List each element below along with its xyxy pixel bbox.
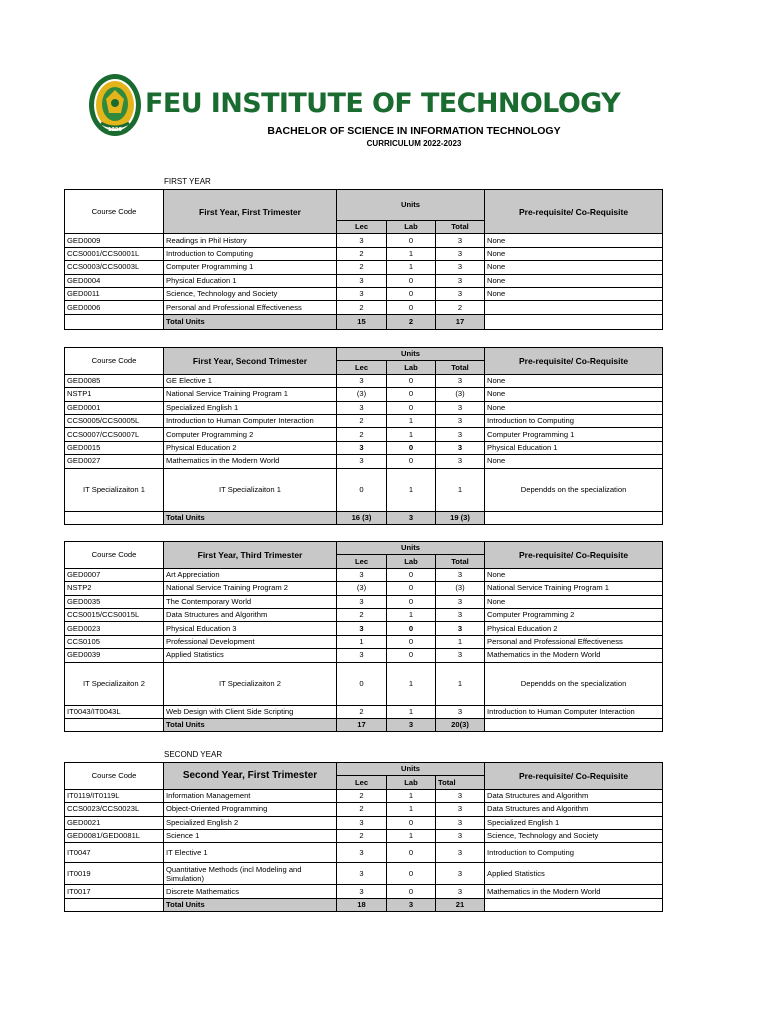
total-row <box>65 898 663 911</box>
course-code: IT0019 <box>65 863 164 885</box>
lec-units: 3 <box>337 274 387 287</box>
lec-units: (3) <box>337 582 387 595</box>
course-row <box>65 261 663 274</box>
course-title: Physical Education 1 <box>164 274 337 287</box>
course-row <box>65 401 663 414</box>
total-units: 3 <box>436 863 485 885</box>
prerequisite: None <box>485 234 663 247</box>
col-prereq: Pre-requisite/ Co-Requisite <box>485 348 663 375</box>
col-prereq: Pre-requisite/ Co-Requisite <box>485 542 663 569</box>
year-label-first: FIRST YEAR <box>164 177 211 186</box>
course-title: Information Management <box>164 789 337 802</box>
prerequisite: Mathematics in the Modern World <box>485 649 663 662</box>
prerequisite: None <box>485 595 663 608</box>
course-row <box>65 622 663 635</box>
lab-units: 0 <box>387 234 436 247</box>
course-row <box>65 568 663 581</box>
col-course-code: Course Code <box>65 542 164 569</box>
total-units: 20(3) <box>436 718 485 731</box>
course-row <box>65 455 663 468</box>
total-units: (3) <box>436 388 485 401</box>
course-row <box>65 595 663 608</box>
col-units: Units <box>337 763 485 776</box>
total-lec: 17 <box>337 718 387 731</box>
total-units: 1 <box>436 635 485 648</box>
lec-units: 2 <box>337 428 387 441</box>
course-title: Applied Statistics <box>164 649 337 662</box>
col-lec: Lec <box>337 361 387 374</box>
total-units: 3 <box>436 428 485 441</box>
institution-name: FEU INSTITUTE OF TECHNOLOGY <box>145 88 621 119</box>
prerequisite: Mathematics in the Modern World <box>485 885 663 898</box>
total-units: 3 <box>436 234 485 247</box>
col-course-code: Course Code <box>65 190 164 234</box>
lec-units: 3 <box>337 374 387 387</box>
lab-units: 0 <box>387 635 436 648</box>
course-title: The Contemporary World <box>164 595 337 608</box>
col-units: Units <box>337 190 485 221</box>
lab-units: 0 <box>387 863 436 885</box>
course-title: Quantitative Methods (incl Modeling and Simulation) <box>164 863 337 885</box>
total-lab: 3 <box>387 718 436 731</box>
lec-units: 2 <box>337 301 387 314</box>
lec-units: 3 <box>337 401 387 414</box>
course-row <box>65 885 663 898</box>
course-title: GE Elective 1 <box>164 374 337 387</box>
lab-units: 0 <box>387 649 436 662</box>
year-label-second: SECOND YEAR <box>164 750 223 759</box>
lab-units: 0 <box>387 401 436 414</box>
course-code: GED0006 <box>65 301 164 314</box>
total-units: 3 <box>436 455 485 468</box>
total-units: 3 <box>436 374 485 387</box>
course-row <box>65 301 663 314</box>
total-units: 3 <box>436 414 485 427</box>
lec-units: 3 <box>337 843 387 863</box>
col-total: Total <box>436 555 485 568</box>
document-header <box>0 0 768 160</box>
total-row <box>65 314 663 329</box>
total-units: 3 <box>436 247 485 260</box>
lec-units: 3 <box>337 287 387 300</box>
lab-units: 0 <box>387 595 436 608</box>
total-units: (3) <box>436 582 485 595</box>
total-lec: 15 <box>337 314 387 329</box>
course-row <box>65 234 663 247</box>
lab-units: 1 <box>387 247 436 260</box>
curriculum-table-y1-t1 <box>64 189 663 330</box>
col-prereq: Pre-requisite/ Co-Requisite <box>485 190 663 234</box>
semester-title: First Year, Third Trimester <box>164 542 337 569</box>
course-title: Specialized English 2 <box>164 816 337 829</box>
col-course-code: Course Code <box>65 348 164 375</box>
semester-title: First Year, First Trimester <box>164 190 337 234</box>
lec-units: 3 <box>337 441 387 454</box>
lab-units: 0 <box>387 274 436 287</box>
lec-units: 3 <box>337 622 387 635</box>
course-row <box>65 247 663 260</box>
prerequisite: Data Structures and Algorithm <box>485 789 663 802</box>
course-code: GED0039 <box>65 649 164 662</box>
prerequisite: Data Structures and Algorithm <box>485 803 663 816</box>
lab-units: 1 <box>387 608 436 621</box>
course-row <box>65 863 663 885</box>
prerequisite: Specialized English 1 <box>485 816 663 829</box>
total-units: 3 <box>436 803 485 816</box>
course-code: CCS0023/CCS0023L <box>65 803 164 816</box>
course-title: Personal and Professional Effectiveness <box>164 301 337 314</box>
lab-units: 0 <box>387 568 436 581</box>
total-units: 3 <box>436 649 485 662</box>
lec-units: 2 <box>337 247 387 260</box>
course-code: CCS0003/CCS0003L <box>65 261 164 274</box>
course-row <box>65 274 663 287</box>
course-code: CCS0015/CCS0015L <box>65 608 164 621</box>
col-lab: Lab <box>387 555 436 568</box>
lec-units: 2 <box>337 803 387 816</box>
course-row <box>65 843 663 863</box>
course-title: Introduction to Human Computer Interaction <box>164 414 337 427</box>
course-row <box>65 789 663 802</box>
col-total: Total <box>436 221 485 234</box>
course-row <box>65 608 663 621</box>
col-course-code: Course Code <box>65 763 164 790</box>
specialization-row: IT Specializaiton 2 IT Specializaiton 2 0 1 1 Dependds on the specialization <box>65 662 663 705</box>
col-units: Units <box>337 542 485 555</box>
prerequisite <box>485 301 663 314</box>
total-label: Total Units <box>164 718 337 731</box>
total-units: 19 (3) <box>436 511 485 524</box>
course-code: CCS0007/CCS0007L <box>65 428 164 441</box>
course-row <box>65 803 663 816</box>
course-row <box>65 428 663 441</box>
lab-units: 0 <box>387 843 436 863</box>
program-title: BACHELOR OF SCIENCE IN INFORMATION TECHNOLOGY <box>267 125 561 137</box>
total-units: 3 <box>436 789 485 802</box>
col-lec: Lec <box>337 555 387 568</box>
course-row <box>65 287 663 300</box>
course-code: NSTP2 <box>65 582 164 595</box>
semester-title: Second Year, First Trimester <box>164 763 337 790</box>
total-lab: 2 <box>387 314 436 329</box>
course-code: GED0011 <box>65 287 164 300</box>
lab-units: 0 <box>387 582 436 595</box>
total-units: 3 <box>436 816 485 829</box>
lab-units: 1 <box>387 428 436 441</box>
lab-units: 1 <box>387 829 436 842</box>
total-units: 3 <box>436 829 485 842</box>
total-units: 3 <box>436 261 485 274</box>
lab-units: 0 <box>387 455 436 468</box>
course-code: IT0047 <box>65 843 164 863</box>
prerequisite: None <box>485 274 663 287</box>
course-title: Computer Programming 2 <box>164 428 337 441</box>
prerequisite: None <box>485 261 663 274</box>
semester-title: First Year, Second Trimester <box>164 348 337 375</box>
col-lab: Lab <box>387 221 436 234</box>
course-code: GED0081/GED0081L <box>65 829 164 842</box>
course-title: Mathematics in the Modern World <box>164 455 337 468</box>
lab-units: 1 <box>387 789 436 802</box>
prerequisite: Computer Programming 2 <box>485 608 663 621</box>
lec-units: 2 <box>337 608 387 621</box>
course-title: Professional Development <box>164 635 337 648</box>
course-code: GED0021 <box>65 816 164 829</box>
course-code: NSTP1 <box>65 388 164 401</box>
lec-units: 3 <box>337 816 387 829</box>
prerequisite: None <box>485 287 663 300</box>
course-row <box>65 582 663 595</box>
course-title: Art Appreciation <box>164 568 337 581</box>
total-label: Total Units <box>164 511 337 524</box>
prerequisite: None <box>485 388 663 401</box>
lec-units: 3 <box>337 455 387 468</box>
prerequisite: None <box>485 568 663 581</box>
col-prereq: Pre-requisite/ Co-Requisite <box>485 763 663 790</box>
course-title: Science, Technology and Society <box>164 287 337 300</box>
course-title: IT Elective 1 <box>164 843 337 863</box>
course-code: GED0085 <box>65 374 164 387</box>
course-row: IT0043/IT0043L Web Design with Client Side Scripting 2 1 3 Introduction to Human Computer Interaction <box>65 705 663 718</box>
course-title: Object-Oriented Programming <box>164 803 337 816</box>
course-row <box>65 374 663 387</box>
course-title: Readings in Phil History <box>164 234 337 247</box>
lab-units: 1 <box>387 414 436 427</box>
lec-units: 2 <box>337 829 387 842</box>
lec-units: 2 <box>337 261 387 274</box>
lab-units: 1 <box>387 803 436 816</box>
course-code: CCS0001/CCS0001L <box>65 247 164 260</box>
course-row <box>65 635 663 648</box>
total-row <box>65 511 663 524</box>
lec-units: 2 <box>337 789 387 802</box>
prerequisite: Applied Statistics <box>485 863 663 885</box>
course-code: IT0017 <box>65 885 164 898</box>
course-title: Science 1 <box>164 829 337 842</box>
course-title: Physical Education 3 <box>164 622 337 635</box>
course-code: CCS0005/CCS0005L <box>65 414 164 427</box>
lab-units: 0 <box>387 374 436 387</box>
course-code: GED0027 <box>65 455 164 468</box>
course-code: GED0009 <box>65 234 164 247</box>
lec-units: 3 <box>337 885 387 898</box>
curriculum-table-y2-t1 <box>64 762 663 912</box>
total-units: 3 <box>436 441 485 454</box>
total-units: 3 <box>436 843 485 863</box>
course-code: GED0023 <box>65 622 164 635</box>
prerequisite: Computer Programming 1 <box>485 428 663 441</box>
total-lec: 18 <box>337 898 387 911</box>
prerequisite: None <box>485 401 663 414</box>
curriculum-year: CURRICULUM 2022-2023 <box>366 139 462 148</box>
prerequisite: Science, Technology and Society <box>485 829 663 842</box>
course-code: IT0119/IT0119L <box>65 789 164 802</box>
col-total: Total <box>436 776 485 789</box>
prerequisite: National Service Training Program 1 <box>485 582 663 595</box>
course-row <box>65 414 663 427</box>
course-title: Specialized English 1 <box>164 401 337 414</box>
course-row <box>65 829 663 842</box>
prerequisite: None <box>485 247 663 260</box>
course-row <box>65 649 663 662</box>
curriculum-table-y1-t2 <box>64 347 663 525</box>
lab-units: 0 <box>387 816 436 829</box>
course-title: Data Structures and Algorithm <box>164 608 337 621</box>
course-title: Computer Programming 1 <box>164 261 337 274</box>
specialization-row: IT Specializaiton 1 IT Specializaiton 1 0 1 1 Dependds on the specialization <box>65 468 663 511</box>
total-units: 3 <box>436 885 485 898</box>
lab-units: 0 <box>387 885 436 898</box>
lec-units: 3 <box>337 863 387 885</box>
lec-units: (3) <box>337 388 387 401</box>
lab-units: 1 <box>387 261 436 274</box>
lab-units: 0 <box>387 622 436 635</box>
total-units: 3 <box>436 274 485 287</box>
prerequisite: None <box>485 374 663 387</box>
course-code: GED0007 <box>65 568 164 581</box>
prerequisite: Physical Education 1 <box>485 441 663 454</box>
total-units: 3 <box>436 568 485 581</box>
course-row <box>65 816 663 829</box>
lec-units: 1 <box>337 635 387 648</box>
lab-units: 0 <box>387 287 436 300</box>
course-title: National Service Training Program 1 <box>164 388 337 401</box>
course-title: Introduction to Computing <box>164 247 337 260</box>
course-row <box>65 388 663 401</box>
lec-units: 3 <box>337 649 387 662</box>
course-code: GED0015 <box>65 441 164 454</box>
total-units: 3 <box>436 401 485 414</box>
course-title: National Service Training Program 2 <box>164 582 337 595</box>
course-code: GED0004 <box>65 274 164 287</box>
course-code: GED0035 <box>65 595 164 608</box>
prerequisite: Introduction to Computing <box>485 414 663 427</box>
total-units: 17 <box>436 314 485 329</box>
total-units: 21 <box>436 898 485 911</box>
prerequisite: Introduction to Computing <box>485 843 663 863</box>
total-row <box>65 718 663 731</box>
prerequisite: Personal and Professional Effectiveness <box>485 635 663 648</box>
curriculum-table-y1-t3 <box>64 541 663 732</box>
course-row <box>65 441 663 454</box>
col-lab: Lab <box>387 776 436 789</box>
course-title: Physical Education 2 <box>164 441 337 454</box>
lec-units: 2 <box>337 414 387 427</box>
total-units: 3 <box>436 622 485 635</box>
seal-year: 1990 <box>108 127 122 133</box>
total-lab: 3 <box>387 511 436 524</box>
total-units: 3 <box>436 287 485 300</box>
lab-units: 0 <box>387 388 436 401</box>
lec-units: 3 <box>337 234 387 247</box>
lec-units: 3 <box>337 595 387 608</box>
col-units: Units <box>337 348 485 361</box>
col-lab: Lab <box>387 361 436 374</box>
prerequisite: Physical Education 2 <box>485 622 663 635</box>
lab-units: 0 <box>387 441 436 454</box>
course-title: Discrete Mathematics <box>164 885 337 898</box>
lec-units: 3 <box>337 568 387 581</box>
course-code: CCS0105 <box>65 635 164 648</box>
col-lec: Lec <box>337 776 387 789</box>
total-lec: 16 (3) <box>337 511 387 524</box>
col-total: Total <box>436 361 485 374</box>
total-label: Total Units <box>164 314 337 329</box>
total-lab: 3 <box>387 898 436 911</box>
col-lec: Lec <box>337 221 387 234</box>
prerequisite: None <box>485 455 663 468</box>
total-units: 3 <box>436 595 485 608</box>
lab-units: 0 <box>387 301 436 314</box>
total-units: 3 <box>436 608 485 621</box>
total-units: 2 <box>436 301 485 314</box>
total-label: Total Units <box>164 898 337 911</box>
course-code: GED0001 <box>65 401 164 414</box>
